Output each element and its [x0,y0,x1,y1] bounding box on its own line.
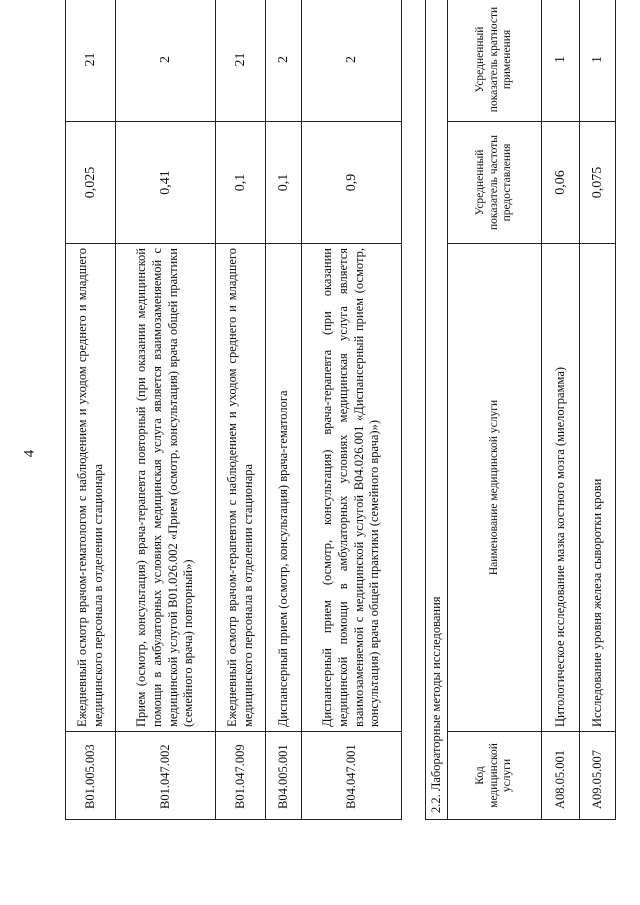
frequency-value: 0,1 [266,122,302,244]
service-name: Исследование уровня железа сыворотки крови [580,244,616,732]
table-row [116,0,216,820]
header-frequency: Усредненный показатель частоты предоставления [448,122,542,244]
section-title-row [426,0,448,820]
table-row [266,0,302,820]
lab-methods-block [425,0,616,820]
service-name: Ежедневный осмотр врачом-терапевтом с наблюдением и уходом среднего и младшего медицинского персонала в отделении стационара [216,244,266,732]
service-name: Цитологическое исследование мазка костного мозга (миелограмма) [542,244,580,732]
multiplicity-value: 1 [580,0,616,122]
multiplicity-value: 2 [302,0,402,122]
services-table-block [65,0,402,820]
multiplicity-value: 1 [542,0,580,122]
service-name: Прием (осмотр, консультация) врача-терапевта повторный (при оказании медицинской помощи в амбулаторных условиях медицинская услуга является взаимозаменяемой с медицинской услугой B01.026.002 «Прием (осмотр, консультация) врача общей практики (семейного врача) повторный») [116,244,216,732]
frequency-value: 0,9 [302,122,402,244]
service-name: Диспансерный прием (осмотр, консультация) врача-терапевта (при оказании медицинской помощи в амбулаторных условиях медицинская услуга является взаимозаменяемой с медицинской услугой B04.026.001 «Диспансерный прием (осмотр, консультация) врача общей практики (семейного врача)») [302,244,402,732]
frequency-value: 0,075 [580,122,616,244]
multiplicity-value: 21 [66,0,116,122]
service-code: B01.047.009 [216,732,266,820]
service-name: Ежедневный осмотр врачом-гематологом с наблюдением и уходом среднего и младшего медицинского персонала в отделении стационара [66,244,116,732]
header-code: Код медицинской услуги [448,732,542,820]
table-row [580,0,616,820]
services-table [65,0,402,820]
multiplicity-value: 2 [116,0,216,122]
lab-methods-table [425,0,616,820]
multiplicity-value: 21 [216,0,266,122]
multiplicity-value: 2 [266,0,302,122]
service-name: Диспансерный прием (осмотр, консультация) врача-гематолога [266,244,302,732]
table-row [66,0,116,820]
header-multiplicity: Усредненный показатель кратности применения [448,0,542,122]
table-row [302,0,402,820]
frequency-value: 0,06 [542,122,580,244]
service-code: B01.005.003 [66,732,116,820]
header-name: Наименование медицинской услуги [448,244,542,732]
section-title: 2.2. Лабораторные методы исследования [426,0,448,820]
service-code: B04.047.001 [302,732,402,820]
table-header-row [448,0,542,820]
table-row [216,0,266,820]
table-row [542,0,580,820]
service-code: B04.005.001 [266,732,302,820]
frequency-value: 0,1 [216,122,266,244]
service-code: A09.05.007 [580,732,616,820]
frequency-value: 0,41 [116,122,216,244]
service-code: A08.05.001 [542,732,580,820]
service-code: B01.047.002 [116,732,216,820]
frequency-value: 0,025 [66,122,116,244]
page-number: 4 [21,449,38,458]
